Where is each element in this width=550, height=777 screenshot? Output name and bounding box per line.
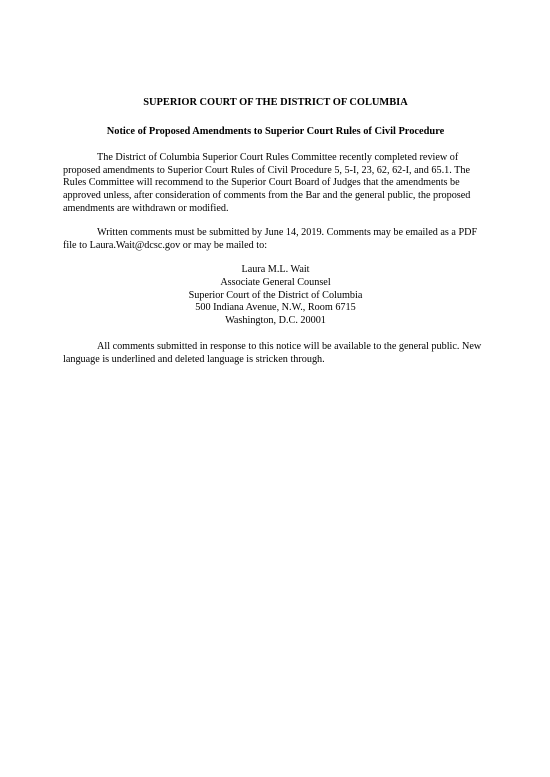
paragraph-comment-deadline: Written comments must be submitted by June 14, 2019. Comments may be emailed as a PDF file to Laura.Wait@dcsc.gov or may be mailed to: [63, 227, 478, 251]
mailing-address [63, 264, 488, 327]
document-body [63, 97, 488, 379]
document-subtitle: Notice of Proposed Amendments to Superior Court Rules of Civil Procedure [106, 125, 445, 137]
address-city: Washington, D.C. 20001 [225, 314, 326, 326]
address-title: Associate General Counsel [220, 276, 331, 288]
document-title: SUPERIOR COURT OF THE DISTRICT OF COLUMBIA [143, 97, 408, 108]
address-street: 500 Indiana Avenue, N.W., Room 6715 [195, 302, 356, 314]
address-name: Laura M.L. Wait [241, 264, 310, 276]
address-organization: Superior Court of the District of Columbia [188, 289, 363, 301]
paragraph-review-notice: The District of Columbia Superior Court Rules Committee recently completed review of proposed amendments to Superior Court Rules of Civil Procedure 5, 5-I, 23, 62, 62-I, and 65.1. The Rules Committee will recommend to the Superior Court Board of Judges that the amendments be approved unless, after consideration of comments from the Bar and the general public, the proposed amendments are withdrawn or modified. [63, 152, 471, 214]
paragraph-public-availability: All comments submitted in response to this notice will be available to the general public. New language is underlined and deleted language is stricken through. [63, 341, 482, 365]
